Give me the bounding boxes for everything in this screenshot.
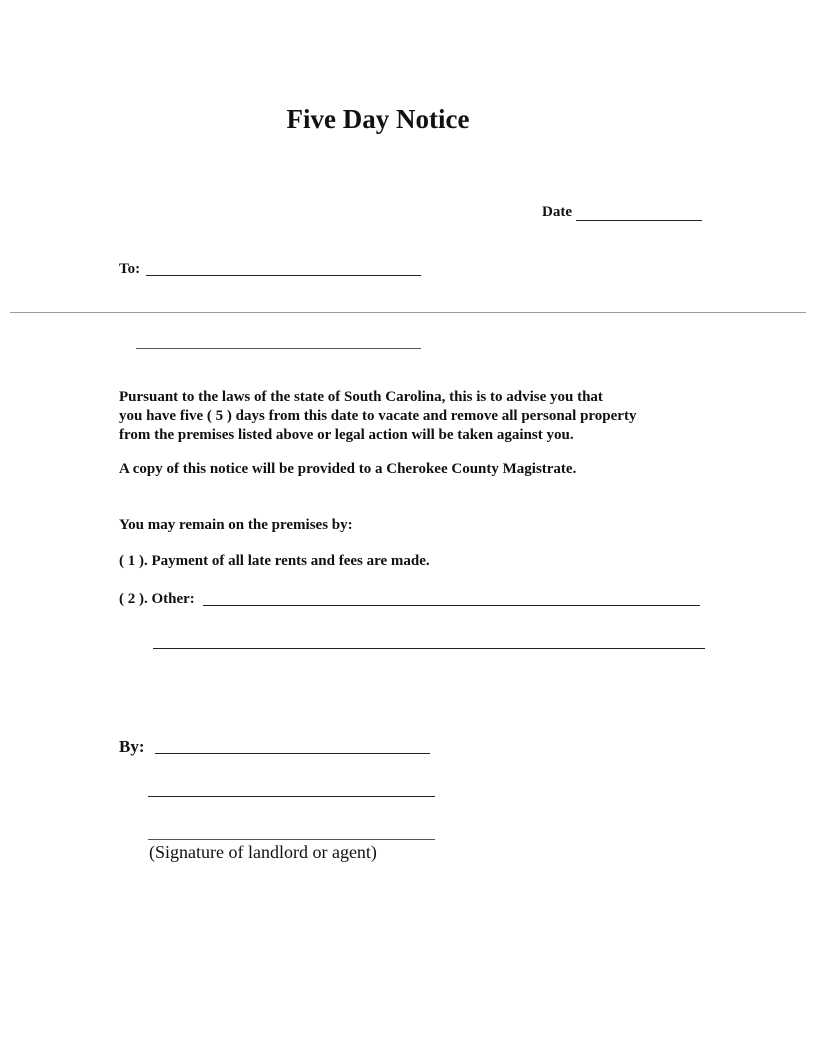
signature-line[interactable] [148,839,435,840]
other-field-line-2[interactable] [153,648,705,649]
by-label: By: [119,737,145,756]
option-2-label: ( 2 ). Other: [119,591,195,607]
by-field-line-2[interactable] [148,796,435,797]
notice-line-2: you have five ( 5 ) days from this date to vacate and remove all personal property [119,408,637,424]
date-label: Date [542,204,572,220]
to-label: To: [119,261,141,277]
scan-fold-line [10,312,806,313]
notice-line-3: from the premises listed above or legal action will be taken against you. [119,427,574,443]
to-field-line-3[interactable] [136,348,421,349]
copy-notice: A copy of this notice will be provided to a Cherokee County Magistrate. [119,461,577,477]
notice-line-1: Pursuant to the laws of the state of South Carolina, this is to advise you that [119,389,603,405]
option-1: ( 1 ). Payment of all late rents and fees are made. [119,553,430,569]
notice-paragraph [119,388,739,445]
signature-caption: (Signature of landlord or agent) [149,842,377,862]
page-title: Five Day Notice [286,104,470,134]
by-field-line-1[interactable] [155,753,430,754]
date-field-line[interactable] [576,220,702,221]
to-field-line-1[interactable] [146,275,421,276]
other-field-line-1[interactable] [203,605,700,606]
remain-intro: You may remain on the premises by: [119,517,353,533]
